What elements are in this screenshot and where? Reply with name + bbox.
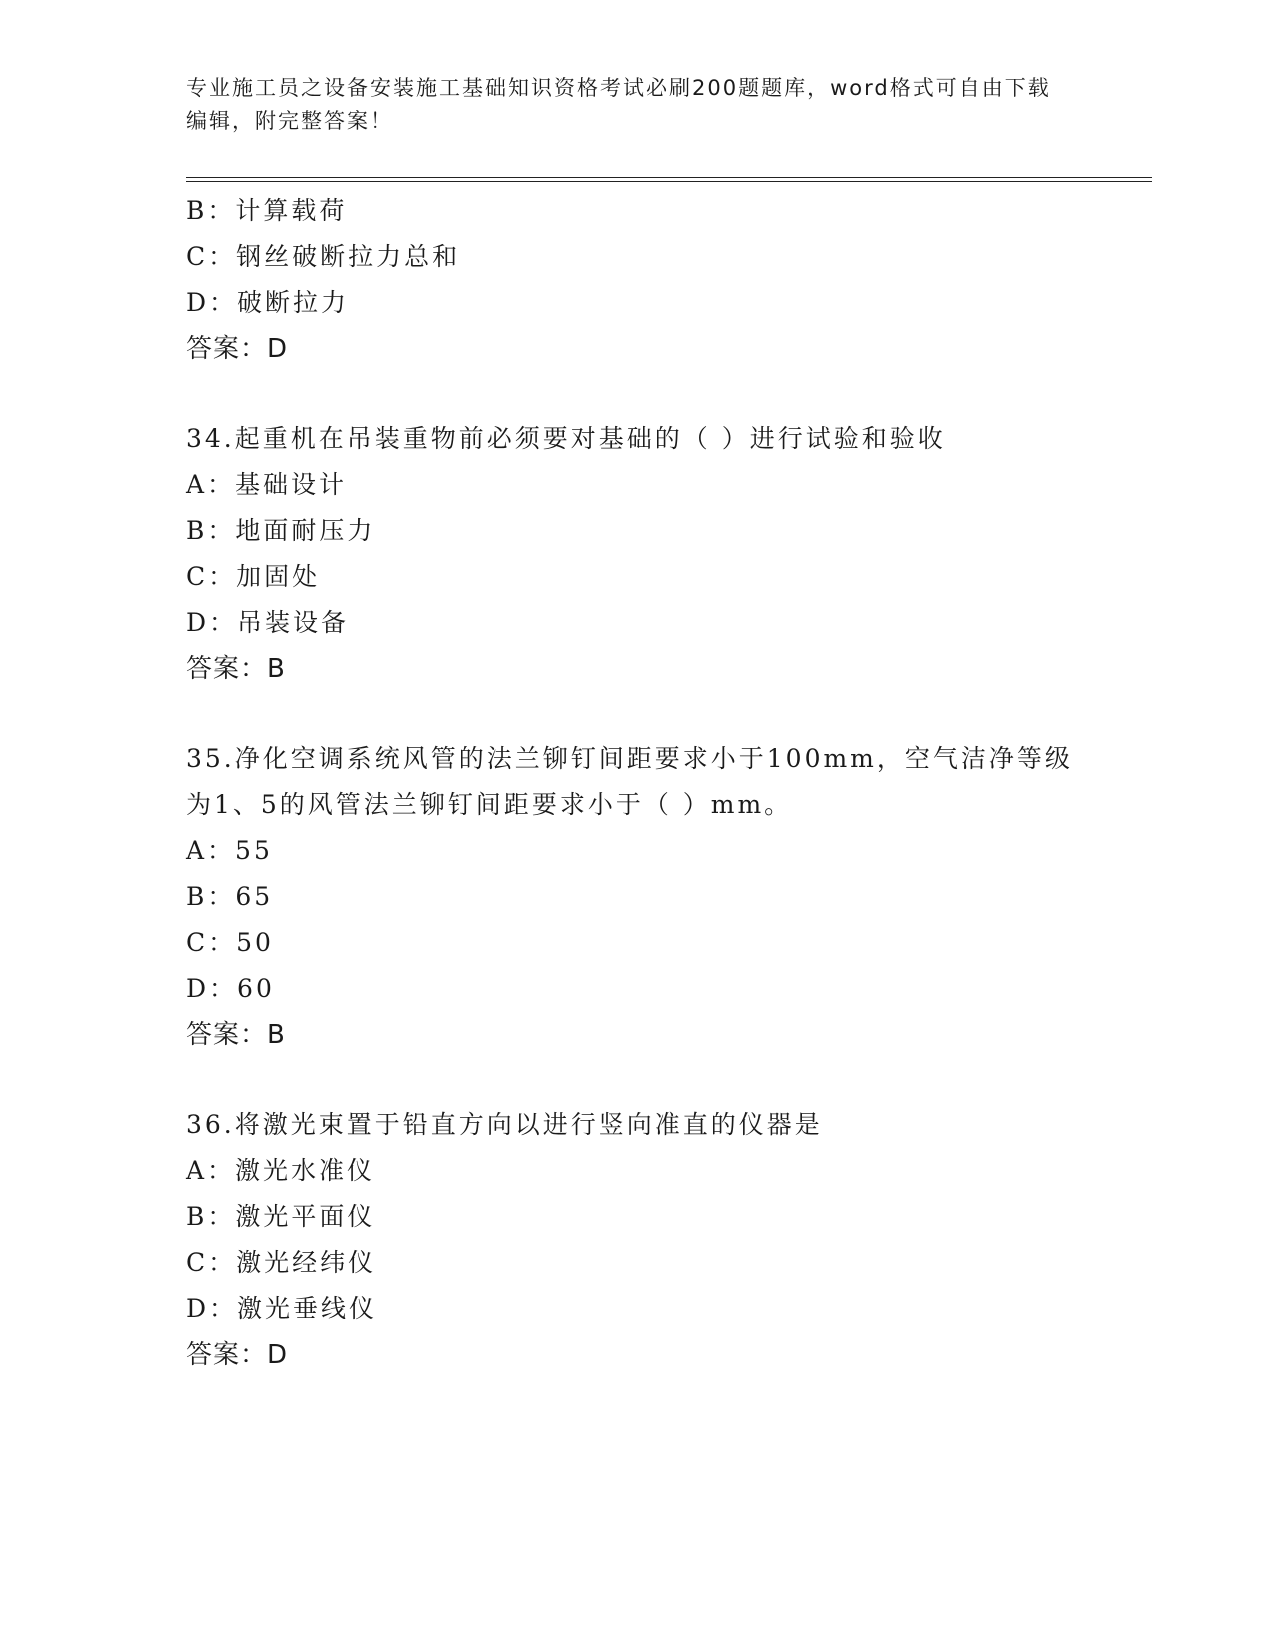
document-header: 专业施工员之设备安装施工基础知识资格考试必刷200题题库，word格式可自由下载编辑，附完整答案！ [186, 76, 1051, 133]
previous-question-continuation [186, 188, 1086, 372]
question-text: 34.起重机在吊装重物前必须要对基础的（ ）进行试验和验收 [186, 424, 946, 453]
option-b: B：65 [186, 882, 274, 911]
question-36 [186, 1102, 1086, 1378]
option-a: A：55 [186, 836, 273, 865]
option-a: A：激光水准仪 [186, 1156, 376, 1185]
answer-line: 答案：D [186, 1340, 289, 1370]
option-d: D：吊装设备 [186, 608, 350, 637]
question-35 [186, 736, 1086, 1058]
option-c: C：50 [186, 928, 274, 957]
answer-line: 答案：B [186, 654, 286, 684]
option-c: C：钢丝破断拉力总和 [186, 242, 461, 271]
option-d: D：激光垂线仪 [186, 1294, 378, 1323]
option-a: A：基础设计 [186, 470, 348, 499]
option-c: C：加固处 [186, 562, 321, 591]
question-text: 36.将激光束置于铅直方向以进行竖向准直的仪器是 [186, 1110, 823, 1139]
option-b: B：激光平面仪 [186, 1202, 376, 1231]
option-d: D：破断拉力 [186, 288, 350, 317]
answer-line: 答案：B [186, 1020, 286, 1050]
answer-line: 答案：D [186, 334, 289, 364]
option-b: B：计算载荷 [186, 196, 348, 225]
header-divider-bottom [186, 181, 1152, 182]
option-b: B：地面耐压力 [186, 516, 376, 545]
question-text: 35.净化空调系统风管的法兰铆钉间距要求小于100mm，空气洁净等级为1、5的风管法兰铆钉间距要求小于（ ）mm。 [186, 744, 1073, 819]
question-34 [186, 416, 1086, 692]
header-divider-top [186, 177, 1152, 178]
document-body [186, 188, 1086, 1378]
option-d: D：60 [186, 974, 275, 1003]
option-c: C：激光经纬仪 [186, 1248, 377, 1277]
